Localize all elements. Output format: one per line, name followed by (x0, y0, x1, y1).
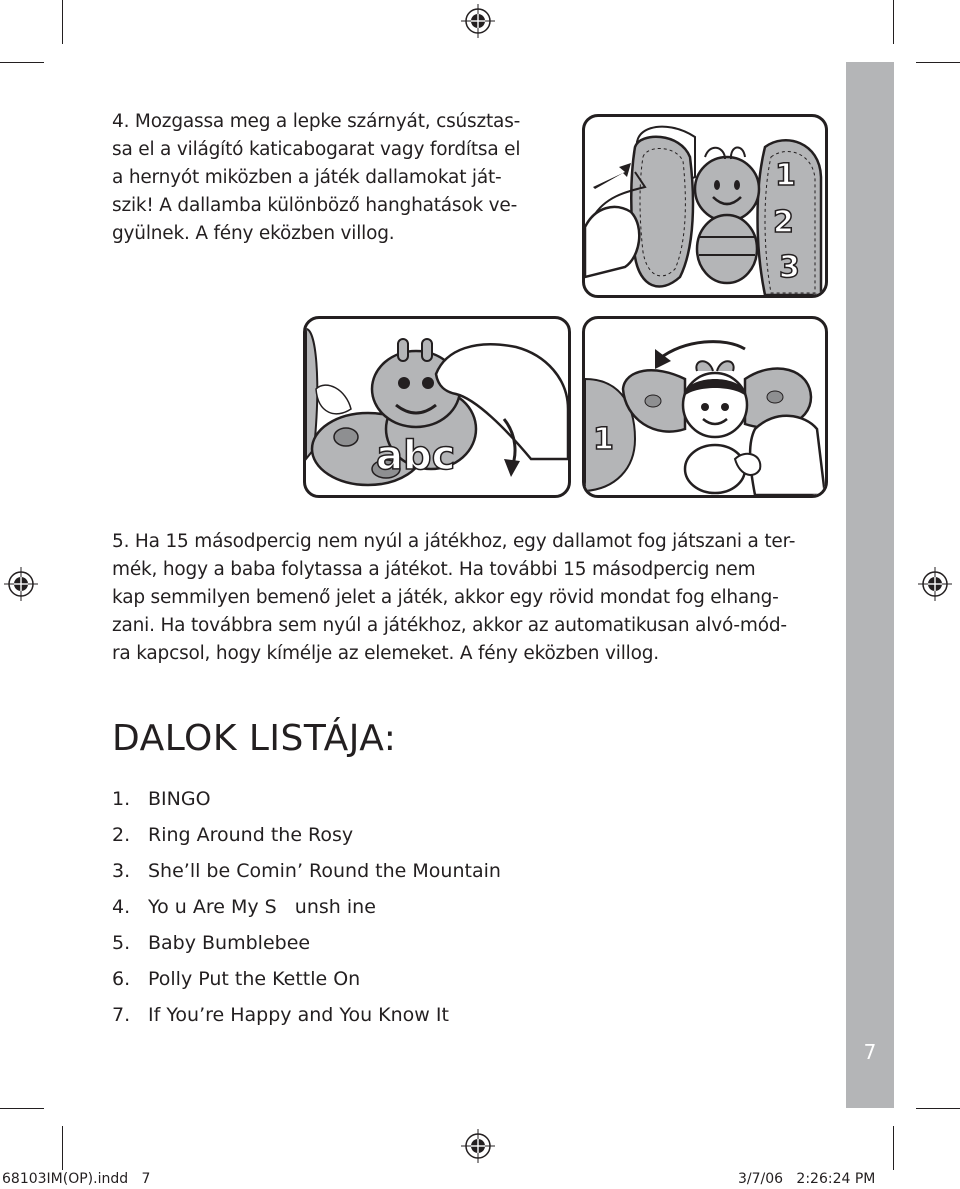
wing-digit: 1 (593, 422, 614, 457)
step-4-paragraph (112, 108, 552, 248)
song-title: Ring Around the Rosy (148, 824, 354, 846)
song-item (112, 964, 501, 1000)
text-line: kap semmilyen bemenő jelet a játék, akkor egy rövid mondat fog elhang- (112, 587, 779, 608)
text-line: zani. Ha továbbra sem nyúl a játékhoz, akkor az automatikusan alvó-mód- (112, 615, 787, 636)
song-number: 1. (112, 788, 131, 810)
step-5-paragraph (112, 528, 832, 668)
song-item (112, 856, 501, 892)
side-bar (846, 62, 894, 1108)
text-line: gyülnek. A fény eközben villog. (112, 223, 395, 244)
crop-mark (893, 0, 894, 44)
registration-mark-icon (461, 1129, 495, 1163)
song-title: Yo u Are My S unsh ine (148, 896, 376, 918)
crop-mark (893, 1126, 894, 1170)
footer-file-name: 68103IM(OP).indd 7 (2, 1171, 151, 1187)
song-number: 4. (112, 896, 131, 918)
registration-mark-icon (461, 4, 495, 38)
text-line: ra kapcsol, hogy kímélje az elemeket. A fény eközben villog. (112, 643, 659, 664)
crop-mark (0, 1108, 44, 1109)
text-line: sa el a világító katicabogarat vagy fordítsa el (112, 139, 521, 160)
song-number: 7. (112, 1004, 131, 1026)
text-line: a hernyót miközben a játék dallamokat ját- (112, 167, 502, 188)
song-number: 2. (112, 824, 131, 846)
butterfly-wing-illustration (582, 114, 828, 298)
butterfly-illustration-icon (585, 117, 825, 295)
song-number: 6. (112, 968, 131, 990)
song-title: Polly Put the Kettle On (148, 968, 361, 990)
song-item (112, 928, 501, 964)
text-line: 5. Ha 15 másodpercig nem nyúl a játékhoz, egy dallamot fog játszani a ter- (112, 531, 796, 552)
bee-illustration (582, 316, 828, 498)
song-title: Baby Bumblebee (148, 932, 311, 954)
wing-digit: 1 (775, 158, 796, 193)
crop-mark (916, 62, 960, 63)
registration-mark-icon (4, 567, 38, 601)
song-list-heading: DALOK LISTÁJA: (112, 718, 397, 759)
caterpillar-illustration-icon (306, 319, 568, 495)
crop-mark (0, 62, 44, 63)
song-item (112, 820, 501, 856)
song-number: 5. (112, 932, 131, 954)
caterpillar-letters: abc (376, 433, 456, 479)
wing-digit: 2 (773, 205, 794, 240)
registration-mark-icon (918, 567, 952, 601)
song-item (112, 1000, 501, 1036)
bee-illustration-icon (585, 319, 825, 495)
song-title: BINGO (148, 788, 211, 810)
song-item (112, 892, 501, 928)
crop-mark (62, 0, 63, 44)
wing-digit: 3 (779, 250, 800, 285)
text-line: mék, hogy a baba folytassa a játékot. Ha további 15 másodpercig nem (112, 559, 756, 580)
song-item (112, 784, 501, 820)
song-title: She’ll be Comin’ Round the Mountain (148, 860, 501, 882)
song-title: If You’re Happy and You Know It (148, 1004, 449, 1026)
song-list (112, 784, 501, 1036)
caterpillar-illustration (303, 316, 571, 498)
text-line: szik! A dallamba különböző hanghatások ve- (112, 195, 518, 216)
footer-timestamp: 3/7/06 2:26:24 PM (738, 1171, 876, 1187)
song-number: 3. (112, 860, 131, 882)
text-line: 4. Mozgassa meg a lepke szárnyát, csúsztas- (112, 111, 521, 132)
crop-mark (62, 1126, 63, 1170)
crop-mark (916, 1108, 960, 1109)
page-number: 7 (863, 1040, 877, 1064)
